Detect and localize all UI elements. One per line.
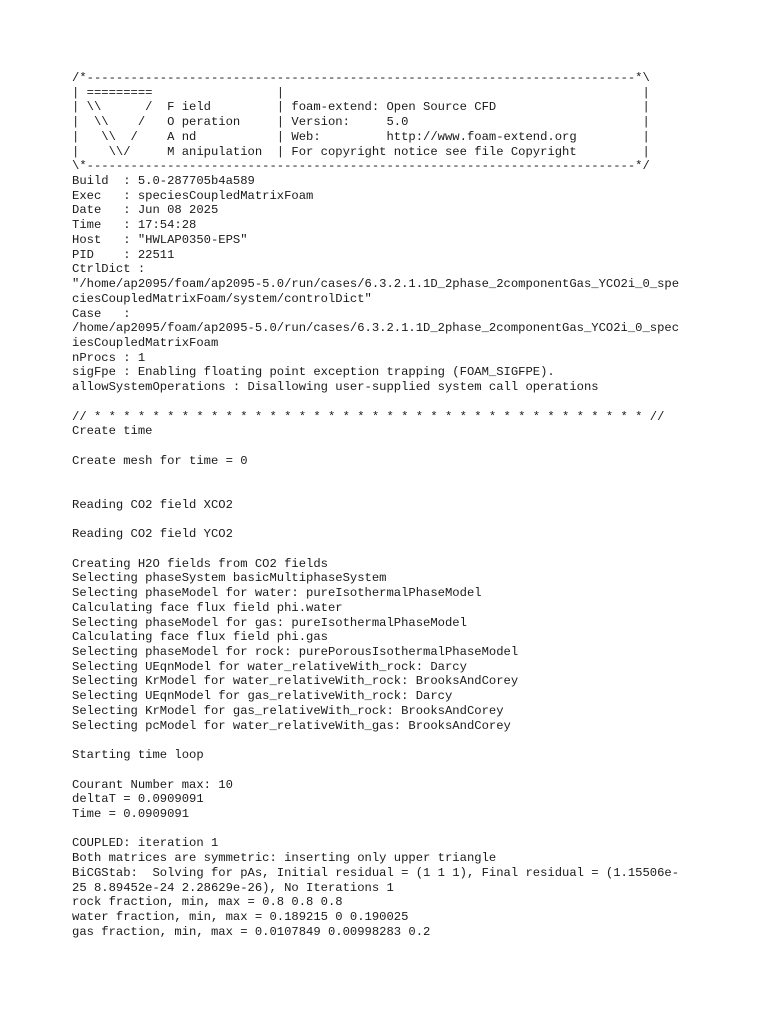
log-line <box>72 439 679 454</box>
log-line: Create mesh for time = 0 <box>72 453 248 468</box>
log-line: Selecting phaseModel for water: pureIsothermalPhaseModel <box>72 586 482 601</box>
log-line: Calculating face flux field phi.gas <box>72 630 328 645</box>
log-line: Host : "HWLAP0350-EPS" <box>72 232 248 247</box>
log-line: 25 8.89452e-24 2.28629e-26), No Iterations 1 <box>72 880 394 895</box>
log-line <box>72 733 679 748</box>
log-line: Both matrices are symmetric: inserting only upper triangle <box>72 851 497 866</box>
log-line <box>72 513 679 528</box>
log-line: Reading CO2 field YCO2 <box>72 527 233 542</box>
log-line: Time : 17:54:28 <box>72 218 197 233</box>
log-line: allowSystemOperations : Disallowing user-supplied system call operations <box>72 380 599 395</box>
log-line: \*---------------------------------------------------------------------------*/ <box>72 159 650 174</box>
log-line: | \\/ M anipulation | For copyright notice see file Copyright | <box>72 144 650 159</box>
log-line: | \\ / F ield | foam-extend: Open Source CFD | <box>72 100 650 115</box>
log-line: // * * * * * * * * * * * * * * * * * * * * * * * * * * * * * * * * * * * * * * // <box>72 409 665 424</box>
log-line: /home/ap2095/foam/ap2095-5.0/run/cases/6.3.2.1.1D_2phase_2componentGas_YCO2i_0_spec <box>72 321 680 336</box>
log-line: CtrlDict : <box>72 262 146 277</box>
log-line: COUPLED: iteration 1 <box>72 836 219 851</box>
log-line: gas fraction, min, max = 0.0107849 0.00998283 0.2 <box>72 924 431 939</box>
log-line: | \\ / A nd | Web: http://www.foam-extend.org | <box>72 129 650 144</box>
log-line: Reading CO2 field XCO2 <box>72 497 233 512</box>
log-line: Selecting KrModel for gas_relativeWith_rock: BrooksAndCorey <box>72 703 504 718</box>
log-line: ciesCoupledMatrixFoam/system/controlDict" <box>72 291 372 306</box>
log-line: | \\ / O peration | Version: 5.0 | <box>72 115 650 130</box>
log-line: | ========= | | <box>72 85 650 100</box>
log-line: rock fraction, min, max = 0.8 0.8 0.8 <box>72 895 343 910</box>
log-line <box>72 483 679 498</box>
log-line: Time = 0.0909091 <box>72 806 190 821</box>
log-line: Selecting UEqnModel for water_relativeWith_rock: Darcy <box>72 659 467 674</box>
log-line <box>72 542 679 557</box>
log-line: Selecting phaseModel for gas: pureIsothermalPhaseModel <box>72 615 467 630</box>
terminal-log-output <box>72 71 679 939</box>
log-line: Exec : speciesCoupledMatrixFoam <box>72 188 314 203</box>
log-line: Date : Jun 08 2025 <box>72 203 219 218</box>
log-line: sigFpe : Enabling floating point exception trapping (FOAM_SIGFPE). <box>72 365 555 380</box>
log-line: water fraction, min, max = 0.189215 0 0.190025 <box>72 909 409 924</box>
log-line <box>72 763 679 778</box>
log-line: /*---------------------------------------------------------------------------*\ <box>72 71 650 85</box>
log-line: Creating H2O fields from CO2 fields <box>72 556 328 571</box>
log-line: Selecting phaseSystem basicMultiphaseSystem <box>72 571 387 586</box>
log-line: PID : 22511 <box>72 247 175 262</box>
log-line: BiCGStab: Solving for pAs, Initial residual = (1 1 1), Final residual = (1.15506e- <box>72 865 680 880</box>
log-line: Starting time loop <box>72 748 204 763</box>
log-line: "/home/ap2095/foam/ap2095-5.0/run/cases/6.3.2.1.1D_2phase_2componentGas_YCO2i_0_spe <box>72 277 680 292</box>
log-line <box>72 822 679 837</box>
log-line: Courant Number max: 10 <box>72 777 233 792</box>
log-line <box>72 468 679 483</box>
log-line: Create time <box>72 424 153 439</box>
log-line: deltaT = 0.0909091 <box>72 792 204 807</box>
log-line: Selecting KrModel for water_relativeWith_rock: BrooksAndCorey <box>72 674 519 689</box>
log-line: Selecting pcModel for water_relativeWith_gas: BrooksAndCorey <box>72 718 511 733</box>
log-line: Build : 5.0-287705b4a589 <box>72 174 255 189</box>
log-line <box>72 395 679 410</box>
log-line: Selecting phaseModel for rock: purePorousIsothermalPhaseModel <box>72 645 519 660</box>
log-line: Calculating face flux field phi.water <box>72 600 343 615</box>
log-line: Case : <box>72 306 131 321</box>
log-line: iesCoupledMatrixFoam <box>72 335 219 350</box>
log-line: nProcs : 1 <box>72 350 146 365</box>
log-line: Selecting UEqnModel for gas_relativeWith_rock: Darcy <box>72 689 453 704</box>
